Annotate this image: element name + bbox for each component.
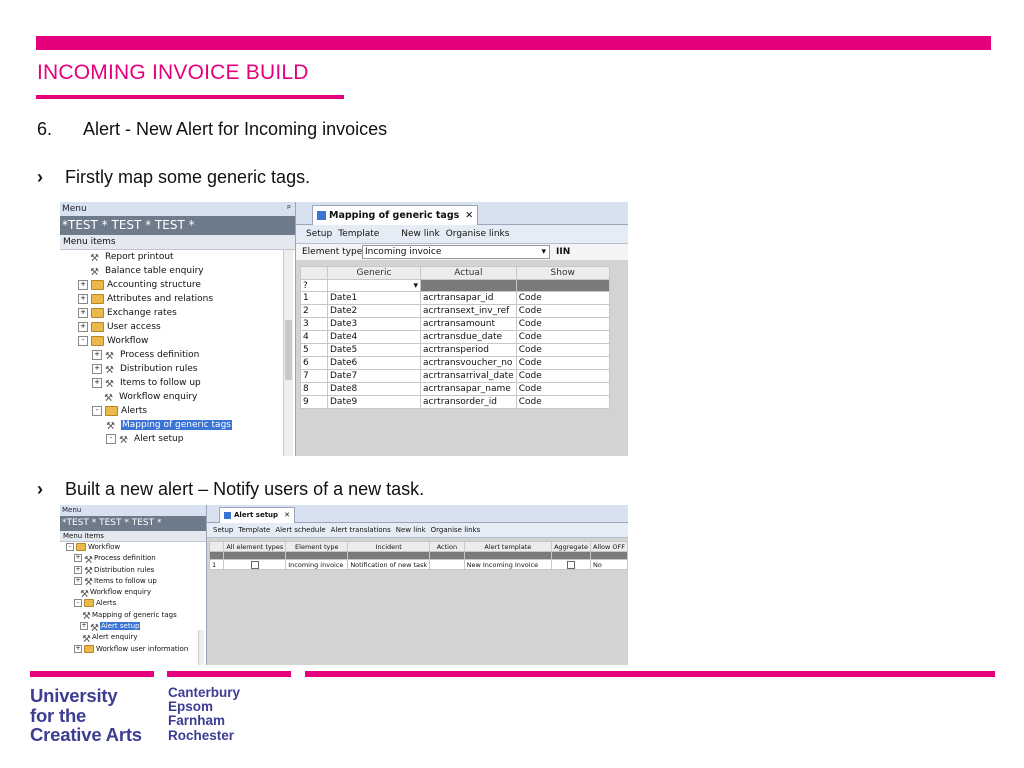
- test-banner: *TEST * TEST * TEST *: [60, 216, 295, 235]
- tool-icon: ⚒: [90, 622, 99, 634]
- tree-item-label: Workflow: [107, 336, 149, 346]
- table-cell[interactable]: [430, 560, 464, 570]
- collapse-icon[interactable]: -: [92, 406, 102, 416]
- tree-item[interactable]: [60, 632, 206, 643]
- chevron-right-icon: ›: [37, 479, 43, 499]
- expand-icon[interactable]: +: [78, 322, 88, 332]
- table-row[interactable]: [301, 383, 610, 396]
- tree-item-label: Process definition: [120, 350, 200, 360]
- table-cell[interactable]: Code: [516, 305, 609, 318]
- bullet-2-text: Built a new alert – Notify users of a new task.: [65, 479, 425, 499]
- tab-strip: [207, 505, 628, 523]
- table-cell[interactable]: Code: [516, 396, 609, 409]
- logo-line: University: [30, 685, 118, 706]
- table-cell[interactable]: acrtransvoucher_no: [421, 357, 517, 370]
- toolbar-item[interactable]: Template: [238, 526, 271, 534]
- table-row[interactable]: [301, 331, 610, 344]
- table-cell: 7: [301, 370, 328, 383]
- table-cell: 3: [301, 318, 328, 331]
- tree-item[interactable]: [60, 278, 295, 292]
- tree-item[interactable]: [60, 264, 295, 278]
- table-cell[interactable]: acrtransamount: [421, 318, 517, 331]
- tree-item-label: User access: [107, 322, 161, 332]
- footer-line: [167, 671, 291, 677]
- menu-header: [60, 505, 206, 516]
- column-header[interactable]: Generic: [328, 267, 421, 280]
- tool-icon: ⚒: [82, 633, 91, 645]
- pin-icon[interactable]: ᵖ: [287, 204, 291, 214]
- test-banner: *TEST * TEST * TEST *: [60, 516, 206, 531]
- table-cell[interactable]: acrtransperiod: [421, 344, 517, 357]
- filter-cell[interactable]: [516, 280, 609, 292]
- column-header[interactable]: Actual: [421, 267, 517, 280]
- collapse-icon[interactable]: -: [78, 336, 88, 346]
- column-header[interactable]: Show: [516, 267, 609, 280]
- table-cell[interactable]: Code: [516, 318, 609, 331]
- menu-panel: [60, 202, 296, 456]
- tree-item-label: Attributes and relations: [107, 294, 214, 304]
- toolbar-organise-links[interactable]: Organise links: [445, 229, 510, 239]
- folder-icon: [91, 336, 104, 346]
- expand-icon[interactable]: +: [92, 378, 102, 388]
- column-header[interactable]: [210, 542, 224, 552]
- column-header[interactable]: Element type: [286, 542, 348, 552]
- tree-item[interactable]: [60, 553, 206, 564]
- step-number: 6.: [37, 119, 53, 139]
- folder-icon: [76, 543, 86, 551]
- column-header[interactable]: Action: [430, 542, 464, 552]
- filter-cell[interactable]: [348, 552, 430, 560]
- table-cell: 4: [301, 331, 328, 344]
- step-heading: [37, 119, 387, 140]
- tool-icon: ⚒: [84, 577, 93, 589]
- footer-line: [30, 671, 154, 677]
- filter-cell[interactable]: [430, 552, 464, 560]
- expand-icon[interactable]: +: [78, 308, 88, 318]
- table-cell[interactable]: [224, 560, 286, 570]
- tree-item-label: Distribution rules: [120, 364, 198, 374]
- tree-item-label: Workflow enquiry: [90, 588, 151, 597]
- folder-icon: [91, 308, 104, 318]
- tree-item-label: Workflow user information: [96, 644, 189, 653]
- toolbar-setup[interactable]: Setup: [306, 229, 333, 239]
- tool-icon: ⚒: [84, 554, 93, 566]
- element-type-select[interactable]: [362, 245, 550, 259]
- mapping-window: [296, 202, 628, 456]
- table-cell[interactable]: acrtransorder_id: [421, 396, 517, 409]
- table-cell: 5: [301, 344, 328, 357]
- table-cell: 6: [301, 357, 328, 370]
- table-cell[interactable]: Code: [516, 357, 609, 370]
- column-header[interactable]: Aggregate: [552, 542, 591, 552]
- bullet-2: [37, 479, 424, 500]
- filter-cell[interactable]: ▾: [328, 280, 421, 292]
- tree-item-label: Alert setup: [134, 434, 184, 444]
- tree-item[interactable]: [60, 348, 295, 362]
- folder-icon: [84, 599, 94, 607]
- tree-item-label: Workflow: [88, 543, 121, 551]
- table-cell[interactable]: Date9: [328, 396, 421, 409]
- campus-name: Canterbury: [168, 685, 241, 700]
- column-header[interactable]: All element types: [224, 542, 286, 552]
- tree-item[interactable]: [60, 404, 295, 418]
- tree-item-label: Process definition: [94, 554, 156, 563]
- element-type-code: IIN: [556, 247, 571, 257]
- collapse-icon[interactable]: -: [106, 434, 116, 444]
- filter-cell[interactable]: [286, 552, 348, 560]
- tree-item-label: Alerts: [121, 406, 148, 416]
- table-row[interactable]: [301, 357, 610, 370]
- tree-item-label: Exchange rates: [107, 308, 177, 318]
- toolbar: [296, 225, 628, 244]
- table-cell[interactable]: Date8: [328, 383, 421, 396]
- column-header[interactable]: Allow OFF: [590, 542, 627, 552]
- tree-item[interactable]: [60, 432, 295, 446]
- tree-item-label: Balance table enquiry: [105, 266, 204, 276]
- filter-marker: ?: [301, 280, 328, 292]
- menu-title: Menu: [62, 506, 82, 514]
- toolbar-item[interactable]: Organise links: [430, 526, 481, 534]
- expand-icon[interactable]: +: [92, 364, 102, 374]
- table-cell: 9: [301, 396, 328, 409]
- table-cell[interactable]: New Incoming Invoice: [464, 560, 551, 570]
- tree-item-label: Mapping of generic tags: [122, 420, 231, 430]
- tree-item[interactable]: [60, 610, 206, 621]
- column-header[interactable]: [301, 267, 328, 280]
- tree-item[interactable]: [60, 621, 206, 632]
- tool-icon: ⚒: [90, 252, 99, 264]
- screenshot-mapping-generic-tags: [60, 202, 628, 456]
- filter-cell[interactable]: [224, 552, 286, 560]
- folder-icon: [84, 645, 94, 653]
- expand-icon[interactable]: +: [81, 622, 87, 630]
- checkbox[interactable]: [251, 561, 259, 569]
- expand-icon[interactable]: +: [75, 554, 81, 562]
- generic-tags-table: [300, 266, 610, 409]
- menu-items-label: Menu items: [60, 531, 206, 542]
- table-cell[interactable]: acrtransapar_name: [421, 383, 517, 396]
- title-underline: [36, 95, 344, 99]
- tree-item[interactable]: [60, 565, 206, 576]
- campus-name: Rochester: [168, 727, 235, 743]
- tree-item-label: Alerts: [96, 599, 117, 608]
- tree-item-label: Alert setup: [101, 622, 140, 631]
- tool-icon: ⚒: [84, 566, 93, 578]
- table-cell[interactable]: acrtransapar_id: [421, 292, 517, 305]
- tree-item[interactable]: [60, 587, 206, 598]
- tree-item[interactable]: [60, 376, 295, 390]
- toolbar-item[interactable]: New link: [395, 526, 426, 534]
- tree-item[interactable]: [60, 598, 206, 609]
- tool-icon: ⚒: [104, 392, 113, 404]
- table-row[interactable]: [301, 396, 610, 409]
- alert-setup-table: [209, 541, 628, 570]
- folder-icon: [91, 322, 104, 332]
- table-cell[interactable]: Notification of new task: [348, 560, 430, 570]
- tool-icon: ⚒: [80, 588, 89, 600]
- university-logo: [30, 686, 142, 745]
- tool-icon: ⚒: [105, 350, 114, 362]
- folder-icon: [91, 280, 104, 290]
- chevron-right-icon: ›: [37, 167, 43, 187]
- table-cell[interactable]: Code: [516, 331, 609, 344]
- collapse-icon[interactable]: -: [74, 599, 82, 607]
- toolbar-item[interactable]: Alert schedule: [275, 526, 326, 534]
- filter-cell[interactable]: [590, 552, 627, 560]
- tree-item[interactable]: [60, 306, 295, 320]
- tree-item[interactable]: [60, 320, 295, 334]
- slide-title: INCOMING INVOICE BUILD: [37, 61, 309, 84]
- table-cell[interactable]: Date7: [328, 370, 421, 383]
- table-row[interactable]: [301, 292, 610, 305]
- top-accent-bar: [36, 36, 991, 50]
- campus-list: [168, 686, 240, 743]
- tree-item-label: Alert enquiry: [92, 633, 138, 642]
- collapse-icon[interactable]: -: [66, 543, 74, 551]
- folder-icon: [91, 294, 104, 304]
- table-cell[interactable]: No: [590, 560, 627, 570]
- expand-icon[interactable]: +: [78, 280, 88, 290]
- table-row[interactable]: [301, 370, 610, 383]
- menu-title: Menu: [62, 204, 87, 214]
- tree-item[interactable]: [60, 644, 206, 655]
- menu-tree: [60, 542, 206, 655]
- menu-panel: [60, 505, 207, 665]
- tool-icon: ⚒: [90, 266, 99, 278]
- table-cell[interactable]: Date6: [328, 357, 421, 370]
- tree-item[interactable]: [60, 362, 295, 376]
- tab-alert-setup[interactable]: [219, 507, 295, 523]
- filter-cell[interactable]: [210, 552, 224, 560]
- menu-scrollbar[interactable]: [283, 250, 293, 456]
- element-type-row: [296, 244, 628, 260]
- close-icon[interactable]: ✕: [284, 511, 290, 519]
- window-icon: [317, 211, 326, 220]
- tree-item-label: Report printout: [105, 252, 174, 262]
- table-cell: 8: [301, 383, 328, 396]
- campus-name: Farnham: [168, 713, 226, 729]
- tool-icon: ⚒: [105, 378, 114, 390]
- logo-line: for the: [30, 704, 87, 726]
- tree-item-label: Accounting structure: [107, 280, 201, 290]
- table-cell[interactable]: Code: [516, 292, 609, 305]
- dropdown-arrow-icon[interactable]: ▾: [541, 247, 546, 257]
- tree-item[interactable]: [60, 334, 295, 348]
- table-cell: 1: [301, 292, 328, 305]
- table-row[interactable]: [301, 318, 610, 331]
- bullet-1: [37, 167, 310, 188]
- table-cell[interactable]: [552, 560, 591, 570]
- filter-row: [210, 552, 628, 560]
- tool-icon: ⚒: [119, 434, 128, 446]
- column-header[interactable]: Alert template: [464, 542, 551, 552]
- tab-label: Alert setup: [234, 511, 279, 519]
- menu-scrollbar[interactable]: [198, 630, 204, 665]
- bullet-1-text: Firstly map some generic tags.: [65, 167, 311, 187]
- tool-icon: ⚒: [82, 611, 91, 623]
- table-cell[interactable]: Code: [516, 383, 609, 396]
- tree-item-label: Distribution rules: [94, 565, 155, 574]
- campus-name: Epsom: [168, 699, 214, 715]
- table-cell[interactable]: acrtransext_inv_ref: [421, 305, 517, 318]
- column-header[interactable]: Incident: [348, 542, 430, 552]
- menu-header: [60, 202, 295, 216]
- logo-line: Creative Arts: [30, 724, 142, 745]
- screenshot-alert-setup: [60, 505, 628, 665]
- table-row[interactable]: [301, 344, 610, 357]
- toolbar-item[interactable]: Setup: [213, 526, 234, 534]
- folder-icon: [105, 406, 118, 416]
- table-cell[interactable]: Code: [516, 370, 609, 383]
- tree-item-label: Items to follow up: [94, 576, 157, 585]
- table-cell[interactable]: Date5: [328, 344, 421, 357]
- tree-item[interactable]: [60, 576, 206, 587]
- footer-line: [305, 671, 995, 677]
- table-cell[interactable]: acrtransdue_date: [421, 331, 517, 344]
- alert-setup-window: [207, 505, 628, 665]
- expand-icon[interactable]: +: [78, 294, 88, 304]
- tree-item[interactable]: [60, 418, 295, 432]
- expand-icon[interactable]: +: [75, 644, 81, 652]
- tool-icon: ⚒: [106, 420, 115, 432]
- tree-item-label: Workflow enquiry: [119, 392, 198, 402]
- checkbox[interactable]: [567, 561, 575, 569]
- tree-item-label: Mapping of generic tags: [92, 610, 177, 619]
- expand-icon[interactable]: +: [75, 565, 81, 573]
- table-row[interactable]: [301, 305, 610, 318]
- toolbar-item[interactable]: Alert translations: [330, 526, 391, 534]
- table-cell[interactable]: Date3: [328, 318, 421, 331]
- toolbar: [207, 523, 628, 538]
- toolbar-new-link[interactable]: New link: [401, 229, 440, 239]
- element-type-label: Element type: [302, 247, 363, 257]
- tab-strip: [296, 202, 628, 225]
- filter-cell[interactable]: [464, 552, 551, 560]
- expand-icon[interactable]: +: [75, 576, 81, 584]
- element-type-value: Incoming invoice: [365, 247, 442, 257]
- close-icon[interactable]: ✕: [465, 210, 474, 221]
- filter-cell[interactable]: [421, 280, 517, 292]
- tree-item[interactable]: [60, 390, 295, 404]
- table-cell: 2: [301, 305, 328, 318]
- table-cell[interactable]: Date4: [328, 331, 421, 344]
- tree-item[interactable]: [60, 542, 206, 553]
- table-cell[interactable]: Incoming invoice: [286, 560, 348, 570]
- table-row[interactable]: [210, 560, 628, 570]
- tool-icon: ⚒: [105, 364, 114, 376]
- tree-item[interactable]: [60, 292, 295, 306]
- tab-label: Mapping of generic tags: [329, 210, 460, 221]
- filter-row: [301, 280, 610, 292]
- filter-cell[interactable]: [552, 552, 591, 560]
- table-cell: 1: [210, 560, 224, 570]
- table-cell[interactable]: acrtransarrival_date: [421, 370, 517, 383]
- table-cell[interactable]: Date1: [328, 292, 421, 305]
- tab-mapping-generic-tags[interactable]: [312, 205, 478, 225]
- toolbar-template[interactable]: Template: [338, 229, 380, 239]
- table-cell[interactable]: Date2: [328, 305, 421, 318]
- tree-item[interactable]: [60, 250, 295, 264]
- table-cell[interactable]: Code: [516, 344, 609, 357]
- menu-items-label: Menu items: [60, 235, 295, 250]
- scrollbar-thumb[interactable]: [285, 320, 292, 380]
- expand-icon[interactable]: +: [92, 350, 102, 360]
- menu-tree: [60, 250, 295, 446]
- step-text: Alert - New Alert for Incoming invoices: [83, 119, 388, 139]
- window-icon: [224, 512, 231, 519]
- tree-item-label: Items to follow up: [120, 378, 201, 388]
